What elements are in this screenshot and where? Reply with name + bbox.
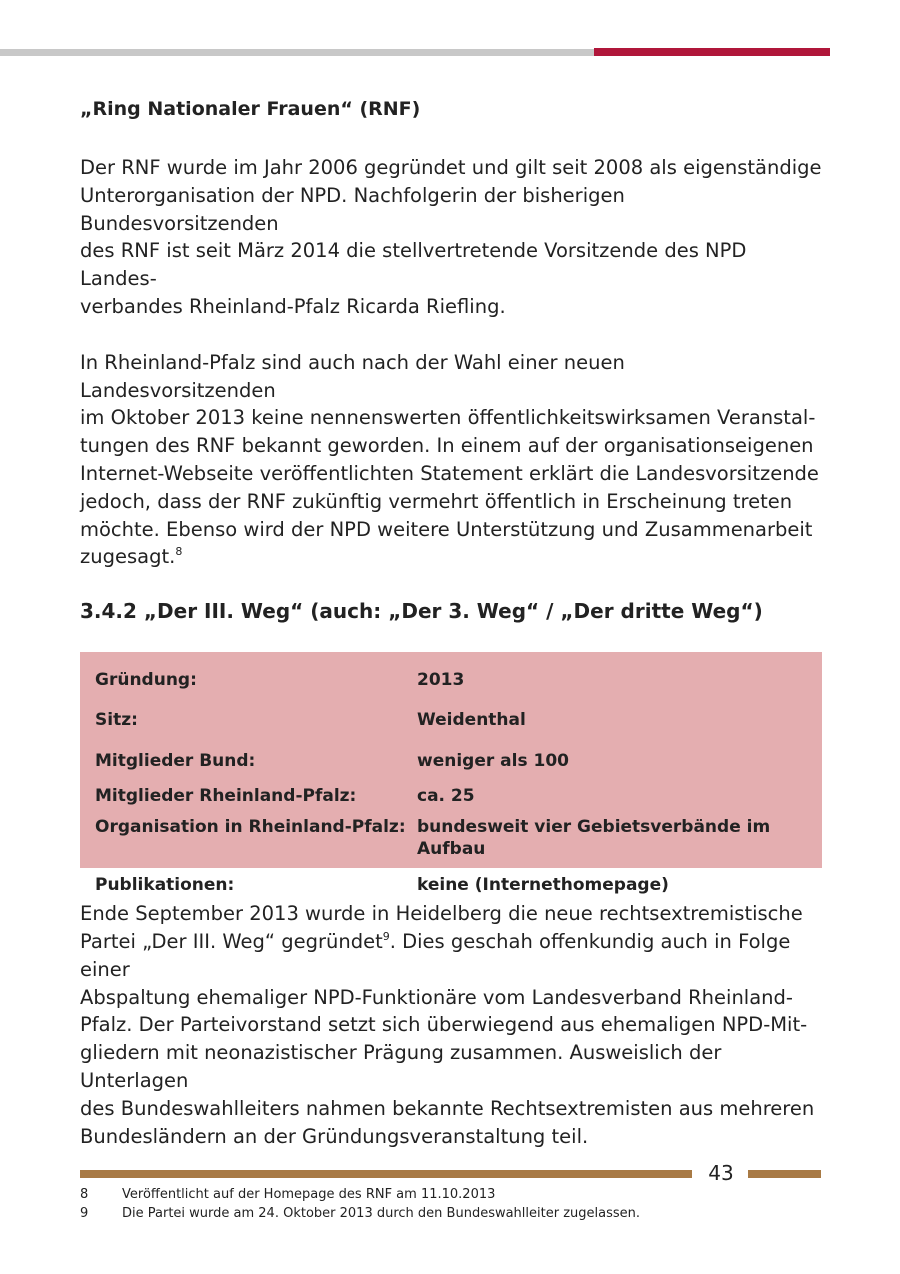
- footer-rule-right: [748, 1170, 821, 1178]
- fact-value: weniger als 100: [417, 751, 569, 772]
- fact-value: Weidenthal: [417, 710, 526, 731]
- rnf-activity-paragraph: [80, 349, 822, 571]
- footnotes: [80, 1185, 822, 1223]
- fact-label: Gründung:: [95, 670, 197, 691]
- weg-text-part1: Ende September 2013 wurde in Heidelberg die neue rechtsextremistische Partei „Der III. Weg“ gegründet: [80, 902, 803, 953]
- footnote-ref-8[interactable]: 8: [175, 545, 183, 559]
- footnote-ref-9[interactable]: 9: [382, 929, 390, 943]
- page-number: 43: [708, 1161, 734, 1185]
- section-title: 3.4.2 „Der III. Weg“ (auch: „Der 3. Weg“ / „Der dritte Weg“): [80, 599, 763, 624]
- fact-label: Sitz:: [95, 710, 138, 731]
- fact-label: Mitglieder Rheinland-Pfalz:: [95, 786, 357, 807]
- fact-value: keine (Internethomepage): [417, 875, 669, 896]
- footnote-8: [80, 1185, 822, 1204]
- fact-label: Organisation in Rheinland-Pfalz:: [95, 817, 406, 838]
- footnote-9: [80, 1204, 822, 1223]
- weg-text-part2: . Dies geschah offenkundig auch in Folge einer Abspaltung ehemaliger NPD-Funktionäre vom Landesverband Rheinland- Pfalz. Der Parteivorstand setzt sich überwiegend aus ehemaligen NPD-Mit- gliedern mit neonazistischer Prägung zusammen. Ausweislich der Unterlagen des Bundeswahlleiters nahmen bekannte Rechtsextremisten aus mehreren Bundesländern an der Gründungsveranstaltung teil.: [80, 929, 815, 1148]
- fact-row-mitglieder-rlp: [95, 785, 807, 807]
- rnf-activity-text: In Rheinland-Pfalz sind auch nach der Wahl einer neuen Landesvorsitzenden im Oktober 2013 keine nennenswerten öffentlichkeitswirksamen Veranstal- tungen des RNF bekannt geworden. In einem auf der organisationseigenen Internet-Webseite veröffentlichten Statement erklärt die Landesvorsitzende jedoch, dass der RNF zukünftig vermehrt öffentlich in Erscheinung treten möchte. Ebenso wird der NPD weitere Unterstützung und Zusammenarbeit zugesagt.: [80, 350, 819, 569]
- footnote-text: Die Partei wurde am 24. Oktober 2013 durch den Bundeswahlleiter zugelassen.: [122, 1206, 641, 1222]
- weg-paragraph: [80, 900, 822, 1150]
- fact-row-gruendung: [95, 669, 807, 691]
- fact-value: 2013: [417, 670, 465, 691]
- fact-row-organisation: [95, 816, 807, 860]
- rnf-intro-paragraph: Der RNF wurde im Jahr 2006 gegründet und gilt seit 2008 als eigenständige Unterorganisation der NPD. Nachfolgerin der bisherigen Bundesvorsitzenden des RNF ist seit März 2014 die stellvertretende Vorsitzende des NPD Landes- verbandes Rheinland-Pfalz Ricarda Riefling.: [80, 156, 822, 318]
- footer-rule-left: [80, 1170, 692, 1178]
- footnote-number: 9: [80, 1206, 89, 1222]
- header-rule-accent: [594, 48, 830, 56]
- footnote-number: 8: [80, 1187, 89, 1203]
- fact-value: ca. 25: [417, 786, 475, 807]
- footnote-text: Veröffentlicht auf der Homepage des RNF am 11.10.2013: [122, 1187, 496, 1203]
- page-content: [80, 94, 822, 1223]
- rnf-heading: „Ring Nationaler Frauen“ (RNF): [80, 98, 421, 120]
- fact-row-mitglieder-bund: [95, 750, 807, 772]
- fact-row-sitz: [95, 709, 807, 731]
- fact-value: bundesweit vier Gebietsverbände im Aufbau: [417, 817, 771, 860]
- fact-label: Publikationen:: [95, 875, 235, 896]
- fact-box: [80, 652, 822, 896]
- fact-row-publikationen: [95, 874, 807, 896]
- header-rule-grey: [0, 49, 594, 56]
- fact-label: Mitglieder Bund:: [95, 751, 256, 772]
